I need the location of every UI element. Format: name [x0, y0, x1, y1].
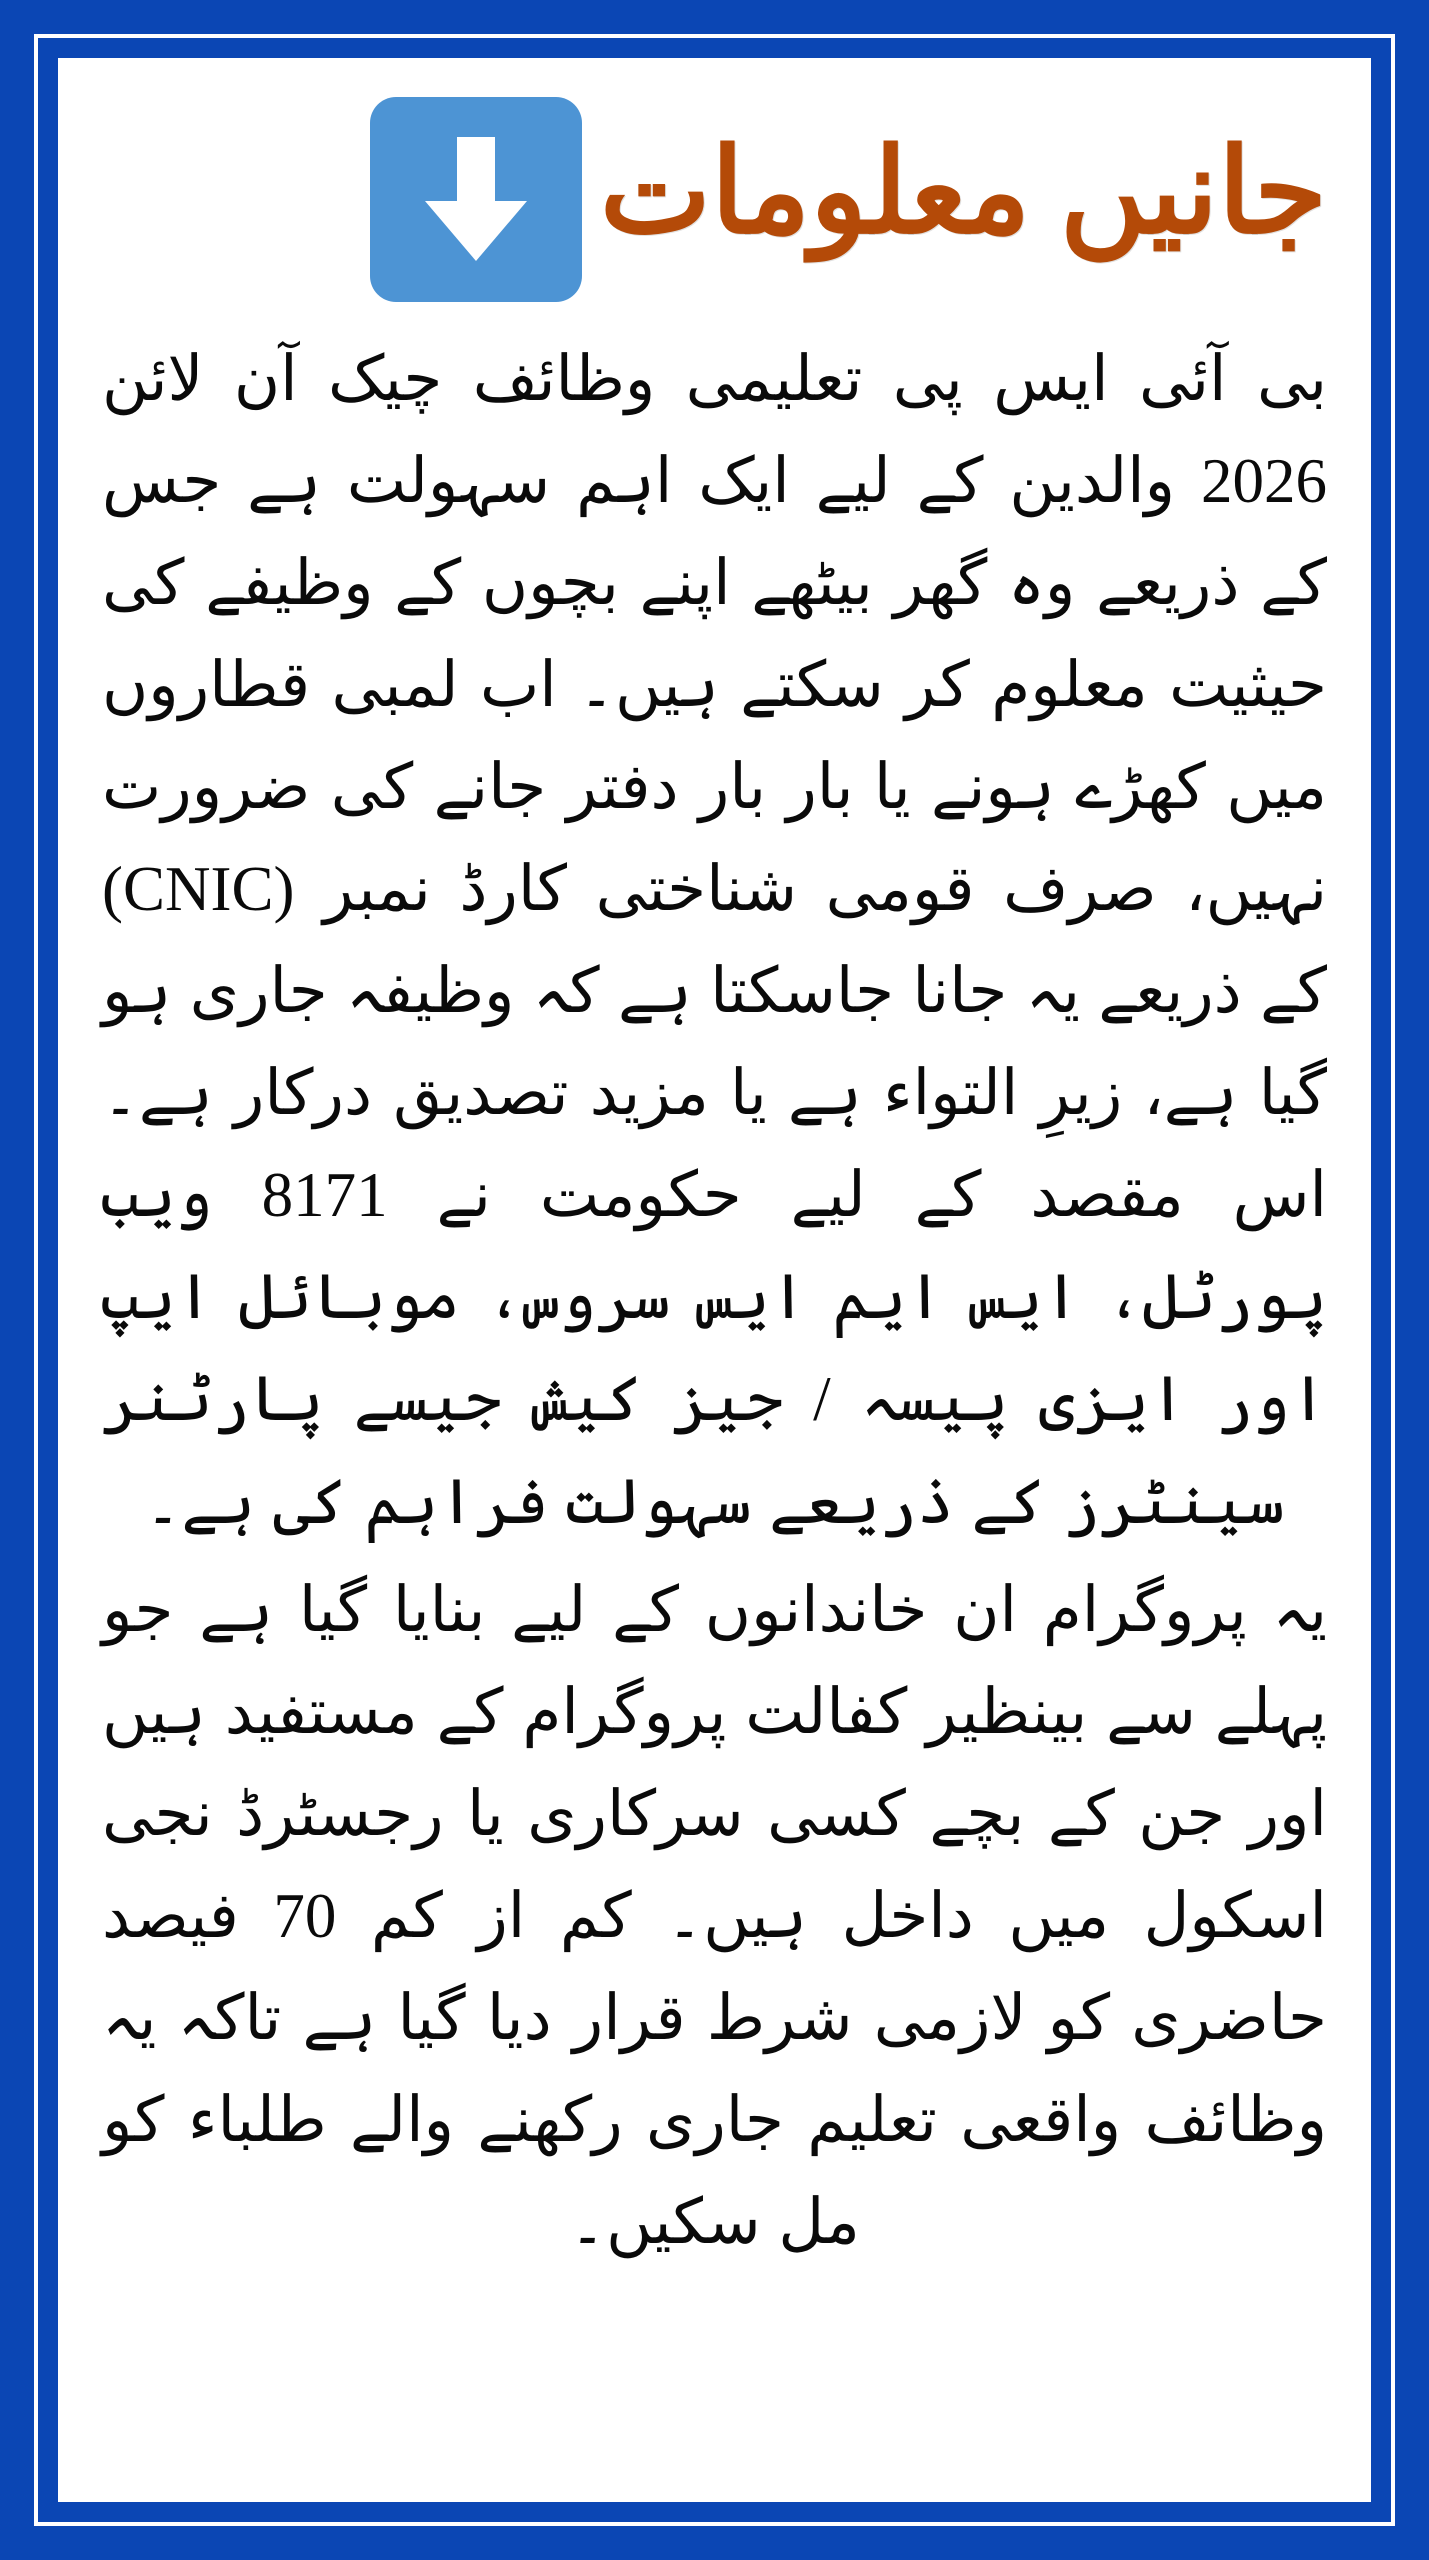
paragraph-1: بی آئی ایس پی تعلیمی وظائف چیک آن لائن 2026 والدین کے لیے ایک اہم سہولت ہے جس کے ذریعے وہ گھر بیٹھے اپنے بچوں کے وظیفے کی حیثیت معلوم کر سکتے ہیں۔ اب لمبی قطاروں میں کھڑے ہونے یا بار بار دفتر جانے کی ضرورت نہیں، صرف قومی شناختی کارڈ نمبر (CNIC) کے ذریعے یہ جانا جاسکتا ہے کہ وظیفہ جاری ہو گیا ہے، زیرِ التواء ہے یا مزید تصدیق درکار ہے۔ اس مقصد کے لیے حکومت نے 8171 ویب پورٹل، ایس ایم ایس سروس، موبائل ایپ اور ایزی پیسہ / جیز کیش جیسے پارٹنر سینٹرز کے ذریعے سہولت فراہم کی ہے۔	[102, 344, 1327, 1537]
header	[102, 84, 1327, 314]
content-card	[58, 58, 1371, 2502]
paragraph-2: یہ پروگرام ان خاندانوں کے لیے بنایا گیا ہے جو پہلے سے بینظیر کفالت پروگرام کے مستفید ہیں اور جن کے بچے کسی سرکاری یا رجسٹرڈ نجی اسکول میں داخل ہیں۔ کم از کم 70 فیصد حاضری کو لازمی شرط قرار دیا گیا ہے تاکہ یہ وظائف واقعی تعلیم جاری رکھنے والے طلباء کو مل سکیں۔	[102, 1574, 1328, 2257]
article-body	[102, 328, 1327, 2273]
page-title: جانیں معلومات	[599, 127, 1327, 259]
download-arrow-icon[interactable]	[370, 97, 582, 302]
